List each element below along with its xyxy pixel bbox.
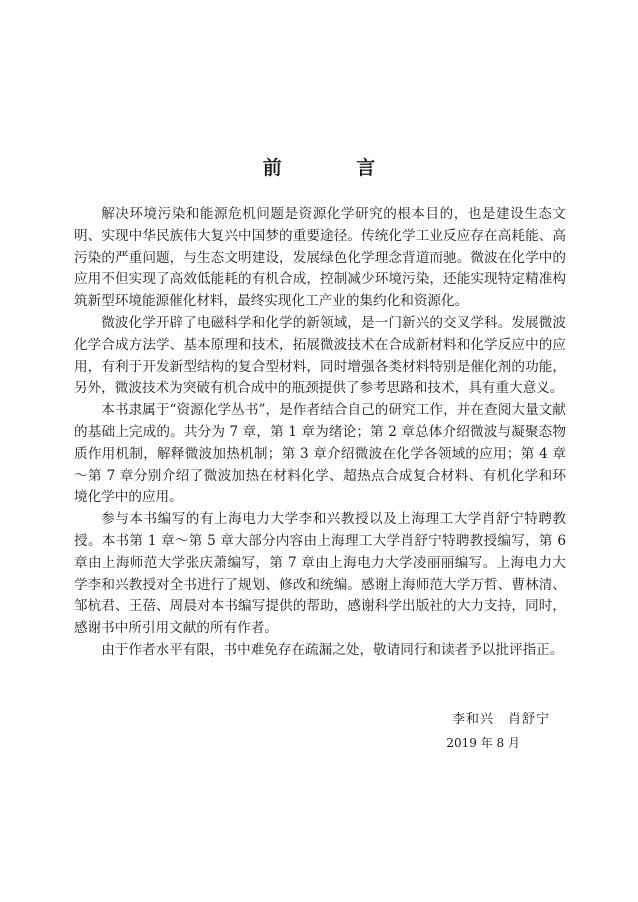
- page-title: 前 言: [262, 157, 410, 179]
- paragraph: 本书隶属于“资源化学丛书”，是作者结合自己的研究工作，并在查阅大量文献的基础上完成的。共分为 7 章，第 1 章为绪论；第 2 章总体介绍微波与凝聚态物质作用机制，解释微波加热机制；第 3 章介绍微波在化学各领域的应用；第 4 章～第 7 章分别介绍了微波加热在材料化学、超热点合成复合材料、有机化学和环境化学中的应用。: [74, 402, 566, 506]
- paragraph: 参与本书编写的有上海电力大学李和兴教授以及上海理工大学肖舒宁特聘教授。本书第 1 章～第 5 章大部分内容由上海理工大学肖舒宁特聘教授编写，第 6 章由上海师范大学张庆萧编写，第 7 章由上海电力大学凌丽丽编写。上海电力大学李和兴教授对全书进行了规划、修改和统编。感谢上海师范大学万哲、曹林清、邹杭君、王蓓、周晨对本书编写提供的帮助，感谢科学出版社的大力支持，同时，感谢书中所引用文献的所有作者。: [74, 511, 566, 637]
- paragraph: 微波化学开辟了电磁科学和化学的新领域，是一门新兴的交叉学科。发展微波化学合成方法学、基本原理和技术，拓展微波技术在合成新材料和化学反应中的应用，有利于开发新型结构的复合型材料，同时增强各类材料特别是催化剂的功能，另外，微波技术为突破有机合成中的瓶颈提供了参考思路和技术，具有重大意义。: [74, 314, 566, 397]
- paragraph: 解决环境污染和能源危机问题是资源化学研究的根本目的，也是建设生态文明、实现中华民族伟大复兴中国梦的重要途径。传统化学工业反应存在高耗能、高污染的严重问题，与生态文明建设，发展绿色化学理念背道而驰。微波在化学中的应用不但实现了高效低能耗的有机合成，控制减少环境污染，还能实现特定精准构筑新型环境能源催化材料，最终实现化工产业的集约化和资源化。: [74, 206, 566, 310]
- paragraph: 由于作者水平有限，书中难免存在疏漏之处，敬请同行和读者予以批评指正。: [101, 641, 564, 658]
- author-signature: 李和兴 肖舒宁: [451, 712, 550, 727]
- preface-date: 2019 年 8 月: [446, 736, 520, 750]
- preface-body: [74, 204, 566, 662]
